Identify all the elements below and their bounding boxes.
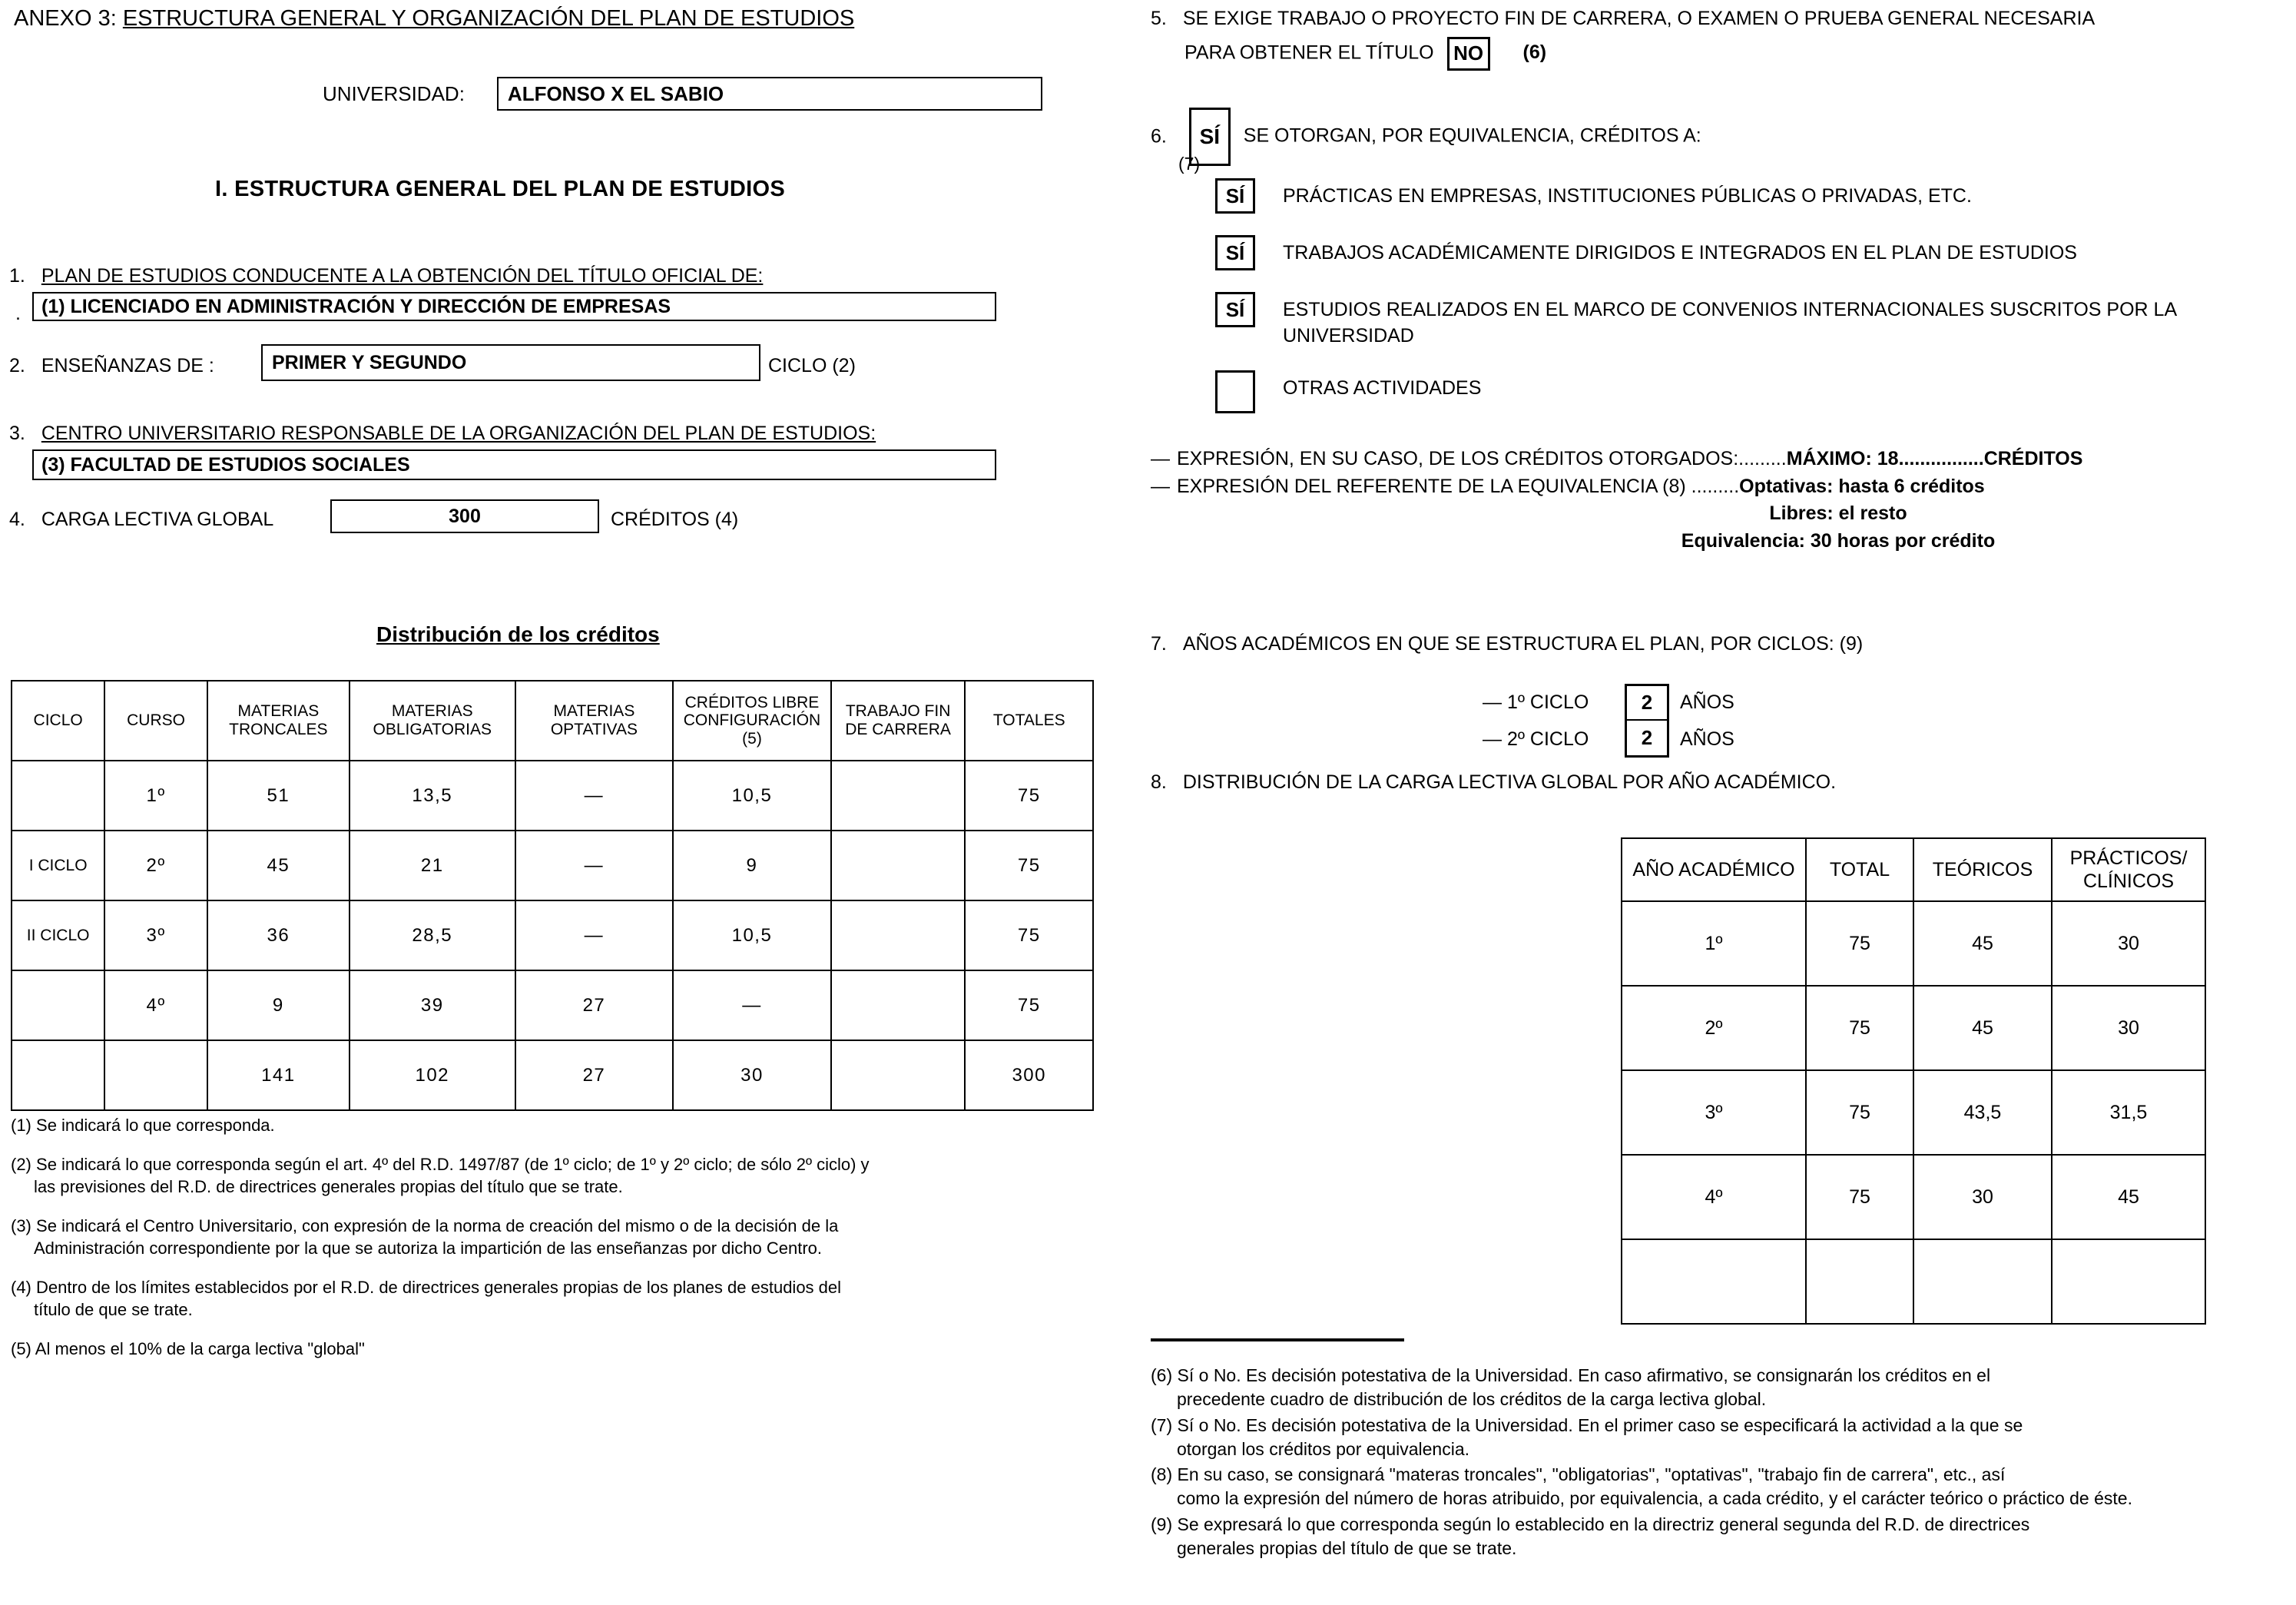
col-libre-configuracion: CRÉDITOS LIBRE CONFIGURACIÓN (5)	[673, 681, 831, 761]
section-title: I. ESTRUCTURA GENERAL DEL PLAN DE ESTUDIOS	[215, 177, 785, 201]
equivalence-label: PRÁCTICAS EN EMPRESAS, INSTITUCIONES PÚBLICAS O PRIVADAS, ETC.	[1283, 185, 1972, 207]
cell-ano: 2º	[1622, 986, 1806, 1070]
cycles-years-group	[1483, 684, 1734, 758]
cycle-2-label: — 2º CICLO	[1483, 728, 1589, 750]
footnote-marker: (8)	[1151, 1464, 1173, 1485]
list-item	[1215, 292, 2291, 349]
cell-teoricos: 30	[1913, 1155, 2052, 1239]
cell-ciclo: I CICLO	[12, 831, 104, 900]
equivalence-checkbox-otras[interactable]	[1215, 370, 1255, 413]
item-7-number: 7.	[1151, 633, 1167, 655]
item-1-bullet: .	[15, 303, 21, 324]
table-row-totals	[12, 1040, 1093, 1110]
cell-ciclo: II CICLO	[12, 900, 104, 970]
col-total: TOTAL	[1806, 838, 1913, 901]
equivalence-checkbox-practicas[interactable]: SÍ	[1215, 178, 1255, 214]
cell-libre: —	[673, 970, 831, 1040]
cell-practicos: 30	[2052, 986, 2205, 1070]
left-column	[0, 0, 1129, 1605]
cell-practicos: 30	[2052, 901, 2205, 986]
table-row	[1622, 901, 2205, 986]
cell-totales: 75	[965, 831, 1093, 900]
table-row	[1622, 986, 2205, 1070]
university-label: UNIVERSIDAD:	[323, 81, 465, 105]
item-5-text-line1: SE EXIGE TRABAJO O PROYECTO FIN DE CARRERA, O EXAMEN O PRUEBA GENERAL NECESARIA	[1182, 8, 2096, 29]
table-row-empty	[1622, 1239, 2205, 1324]
footnote-text: En su caso, se consignará "materas troncales", "obligatorias", "optativas", "trabajo fin de carrera", etc., así	[1177, 1464, 2006, 1485]
cell-curso: 1º	[104, 761, 207, 831]
footnote-marker: (2)	[11, 1155, 31, 1175]
university-value-box[interactable]: ALFONSO X EL SABIO	[497, 77, 1042, 111]
cell-total: 75	[1806, 986, 1913, 1070]
col-optativas: MATERIAS OPTATIVAS	[515, 681, 674, 761]
footnote-marker: (6)	[1151, 1365, 1173, 1385]
footnote-text: Sí o No. Es decisión potestativa de la Universidad. En el primer caso se especificará la actividad a la que se	[1177, 1414, 2023, 1435]
item-5-footnote-ref: (6)	[1522, 41, 1547, 64]
item-2-text: ENSEÑANZAS DE :	[41, 355, 214, 376]
cell-total	[1806, 1239, 1913, 1324]
cell-totales: 75	[965, 900, 1093, 970]
item-1-value-box[interactable]: (1) LICENCIADO EN ADMINISTRACIÓN Y DIRECCIÓN DE EMPRESAS	[32, 292, 996, 321]
footnote-cont: otorgan los créditos por equivalencia.	[1177, 1438, 1470, 1459]
footnote-text: Se indicará lo que corresponda según el art. 4º del R.D. 1497/87 (de 1º ciclo; de 1º y 2º ciclo; de sólo 2º ciclo) y	[36, 1155, 870, 1175]
expression-2-text: EXPRESIÓN DEL REFERENTE DE LA EQUIVALENCIA (8) .........	[1177, 475, 1740, 497]
item-5-value-box[interactable]: NO	[1447, 37, 1490, 71]
item-6-footnote-ref: (7)	[1178, 154, 1201, 174]
cycle-2-unit: AÑOS	[1680, 728, 1734, 750]
footnotes-right	[1151, 1364, 2295, 1562]
cell-optativas: 27	[515, 970, 674, 1040]
item-8	[1151, 768, 1836, 798]
item-4-suffix: CRÉDITOS (4)	[611, 509, 739, 530]
item-3-text: CENTRO UNIVERSITARIO RESPONSABLE DE LA ORGANIZACIÓN DEL PLAN DE ESTUDIOS:	[41, 423, 876, 444]
annex-label: ANEXO 3:	[14, 6, 117, 31]
expression-line-3: Libres: el resto	[1769, 502, 1907, 524]
list-item	[1215, 370, 2291, 413]
cell-tfc	[831, 900, 966, 970]
cell-optativas: —	[515, 900, 674, 970]
cell-ano	[1622, 1239, 1806, 1324]
footnote-text: Al menos el 10% de la carga lectiva "global"	[35, 1339, 365, 1359]
cell-ano: 1º	[1622, 901, 1806, 986]
cell-troncales: 141	[207, 1040, 350, 1110]
item-4-number: 4.	[9, 509, 25, 530]
footnote-marker: (1)	[11, 1116, 31, 1135]
col-ano-academico: AÑO ACADÉMICO	[1622, 838, 1806, 901]
distribution-heading: Distribución de los créditos	[376, 622, 660, 646]
footnote-text: Se indicará lo que corresponda.	[36, 1116, 275, 1135]
cell-practicos: 45	[2052, 1155, 2205, 1239]
col-troncales: MATERIAS TRONCALES	[207, 681, 350, 761]
cell-tfc	[831, 1040, 966, 1110]
expression-line-1	[1151, 446, 2295, 473]
item-5	[1151, 5, 2295, 71]
cell-practicos	[2052, 1239, 2205, 1324]
annex-title	[14, 6, 854, 32]
footnote-cont: título de que se trate.	[34, 1300, 193, 1320]
cycle-1-unit: AÑOS	[1680, 691, 1734, 713]
col-obligatorias: MATERIAS OBLIGATORIAS	[350, 681, 515, 761]
item-1-number: 1.	[9, 265, 25, 287]
cell-teoricos: 45	[1913, 986, 2052, 1070]
footnote	[1151, 1513, 2295, 1561]
cell-total: 75	[1806, 901, 1913, 986]
footnote-cont: como la expresión del número de horas atribuido, por equivalencia, a cada crédito, y el carácter teórico o práctico de éste.	[1177, 1488, 2132, 1509]
footnote	[11, 1276, 1086, 1321]
table-row	[12, 970, 1093, 1040]
right-column	[1145, 0, 2296, 1605]
table-row	[12, 761, 1093, 831]
footnote-cont: Administración correspondiente por la que se autoriza la impartición de las enseñanzas por dicho Centro.	[34, 1239, 823, 1258]
col-practicos-clinicos: PRÁCTICOS/ CLÍNICOS	[2052, 838, 2205, 901]
cell-ano: 4º	[1622, 1155, 1806, 1239]
item-7-text: AÑOS ACADÉMICOS EN QUE SE ESTRUCTURA EL PLAN, POR CICLOS: (9)	[1182, 633, 1864, 655]
item-6-value-box[interactable]: SÍ	[1189, 108, 1231, 166]
cell-libre: 10,5	[673, 761, 831, 831]
item-6-number: 6.	[1151, 125, 1167, 148]
cell-ciclo	[12, 1040, 104, 1110]
university-field-row	[323, 77, 1042, 111]
cell-libre: 9	[673, 831, 831, 900]
footnote	[11, 1153, 1086, 1198]
credits-table-header-row	[12, 681, 1093, 761]
dash-icon: —	[1151, 448, 1170, 469]
cell-obligatorias: 102	[350, 1040, 515, 1110]
annex-title-text: ESTRUCTURA GENERAL Y ORGANIZACIÓN DEL PLAN DE ESTUDIOS	[122, 6, 855, 31]
footnote	[11, 1114, 1086, 1136]
cycle-1-value-box[interactable]: 2	[1625, 684, 1669, 721]
cell-totales: 75	[965, 761, 1093, 831]
cycle-2-value-box[interactable]: 2	[1625, 721, 1669, 758]
footnotes-left	[11, 1114, 1086, 1377]
footnote-text: Dentro de los límites establecidos por el R.D. de directrices generales propias de los planes de estudios del	[36, 1278, 842, 1298]
cell-ano: 3º	[1622, 1070, 1806, 1155]
cell-obligatorias: 39	[350, 970, 515, 1040]
cell-curso: 2º	[104, 831, 207, 900]
cell-curso: 4º	[104, 970, 207, 1040]
cell-teoricos: 45	[1913, 901, 2052, 986]
cell-practicos: 31,5	[2052, 1070, 2205, 1155]
cell-totales: 300	[965, 1040, 1093, 1110]
footnote	[1151, 1463, 2295, 1511]
cell-tfc	[831, 761, 966, 831]
expression-line-2	[1151, 473, 2295, 501]
item-4-value-box[interactable]: 300	[330, 499, 599, 533]
item-5-number: 5.	[1151, 8, 1167, 29]
cell-obligatorias: 13,5	[350, 761, 515, 831]
list-item	[1215, 178, 2291, 214]
footnote-cont: precedente cuadro de distribución de los créditos de la carga lectiva global.	[1177, 1389, 1767, 1410]
cell-libre: 30	[673, 1040, 831, 1110]
expression-2-value: Optativas: hasta 6 créditos	[1739, 475, 1985, 497]
item-3-number: 3.	[9, 423, 25, 444]
cell-total: 75	[1806, 1070, 1913, 1155]
cell-tfc	[831, 831, 966, 900]
item-1	[9, 265, 763, 287]
expression-1-max: MÁXIMO: 18	[1786, 448, 1899, 469]
equivalence-options-list	[1215, 178, 2291, 435]
cell-obligatorias: 21	[350, 831, 515, 900]
item-6-text: SE OTORGAN, POR EQUIVALENCIA, CRÉDITOS A:	[1243, 124, 1701, 147]
list-item	[1215, 235, 2291, 270]
footnote-text: Se indicará el Centro Universitario, con expresión de la norma de creación del mismo o de la decisión de la	[36, 1216, 839, 1236]
cell-obligatorias: 28,5	[350, 900, 515, 970]
footnote-text: Se expresará lo que corresponda según lo establecido en la directriz general segunda del R.D. de directrices	[1177, 1514, 2030, 1534]
footnote	[1151, 1414, 2295, 1462]
academic-year-load-table	[1621, 837, 2206, 1325]
cycle-1-label: — 1º CICLO	[1483, 691, 1589, 713]
item-1-text: PLAN DE ESTUDIOS CONDUCENTE A LA OBTENCIÓN DEL TÍTULO OFICIAL DE:	[41, 265, 764, 287]
item-2	[9, 355, 214, 377]
item-8-text: DISTRIBUCIÓN DE LA CARGA LECTIVA GLOBAL POR AÑO ACADÉMICO.	[1182, 771, 1837, 793]
cell-troncales: 36	[207, 900, 350, 970]
credits-distribution-table	[11, 680, 1094, 1111]
item-6	[1151, 108, 1701, 166]
footnote	[11, 1338, 1086, 1360]
table-row	[1622, 1070, 2205, 1155]
expression-1-suffix: ................CRÉDITOS	[1898, 448, 2083, 469]
col-curso: CURSO	[104, 681, 207, 761]
item-4	[9, 509, 273, 531]
footnote	[11, 1215, 1086, 1259]
cell-optativas: 27	[515, 1040, 674, 1110]
cell-curso	[104, 1040, 207, 1110]
item-2-number: 2.	[9, 355, 25, 376]
col-trabajo-fin-carrera: TRABAJO FIN DE CARRERA	[831, 681, 966, 761]
cell-teoricos: 43,5	[1913, 1070, 2052, 1155]
col-totales: TOTALES	[965, 681, 1093, 761]
years-table-header-row	[1622, 838, 2205, 901]
cell-troncales: 45	[207, 831, 350, 900]
footnote-marker: (9)	[1151, 1514, 1173, 1534]
footnote-marker: (3)	[11, 1216, 31, 1236]
col-teoricos: TEÓRICOS	[1913, 838, 2052, 901]
cell-tfc	[831, 970, 966, 1040]
table-row	[12, 900, 1093, 970]
cell-troncales: 9	[207, 970, 350, 1040]
cell-teoricos	[1913, 1239, 2052, 1324]
item-8-number: 8.	[1151, 771, 1167, 793]
expression-line-4: Equivalencia: 30 horas por crédito	[1681, 529, 1996, 552]
footnote-marker: (5)	[11, 1339, 31, 1359]
equivalence-label: OTRAS ACTIVIDADES	[1283, 377, 1482, 399]
footnote-text: Sí o No. Es decisión potestativa de la Universidad. En caso afirmativo, se consignarán los créditos en el	[1177, 1365, 1991, 1385]
table-row	[12, 831, 1093, 900]
col-ciclo: CICLO	[12, 681, 104, 761]
equivalence-checkbox-trabajos[interactable]: SÍ	[1215, 235, 1255, 270]
cell-libre: 10,5	[673, 900, 831, 970]
cell-ciclo	[12, 970, 104, 1040]
cell-optativas: —	[515, 761, 674, 831]
equivalence-label: ESTUDIOS REALIZADOS EN EL MARCO DE CONVENIOS INTERNACIONALES SUSCRITOS POR LA UNIVERSIDAD	[1283, 299, 2176, 347]
expression-1-text: EXPRESIÓN, EN SU CASO, DE LOS CRÉDITOS OTORGADOS:.........	[1177, 448, 1787, 469]
cell-ciclo	[12, 761, 104, 831]
item-3-value-box[interactable]: (3) FACULTAD DE ESTUDIOS SOCIALES	[32, 449, 996, 480]
item-2-value-box[interactable]: PRIMER Y SEGUNDO	[261, 344, 760, 381]
item-2-suffix: CICLO (2)	[768, 355, 856, 376]
item-3	[9, 423, 876, 445]
cell-total: 75	[1806, 1155, 1913, 1239]
cell-optativas: —	[515, 831, 674, 900]
item-7	[1151, 630, 1863, 659]
item-4-text: CARGA LECTIVA GLOBAL	[41, 509, 274, 530]
table-row	[1622, 1155, 2205, 1239]
cell-totales: 75	[965, 970, 1093, 1040]
cycle-row	[1483, 684, 1734, 721]
cell-curso: 3º	[104, 900, 207, 970]
equivalence-checkbox-convenios[interactable]: SÍ	[1215, 292, 1255, 327]
cycle-row	[1483, 721, 1734, 758]
footnote-divider	[1151, 1338, 1404, 1341]
footnote-marker: (7)	[1151, 1414, 1173, 1435]
footnote-cont: generales propias del título de que se trate.	[1177, 1537, 1517, 1558]
footnote	[1151, 1364, 2295, 1412]
item-5-text-line2: PARA OBTENER EL TÍTULO	[1184, 41, 1434, 64]
dash-icon: —	[1151, 475, 1170, 497]
footnote-cont: las previsiones del R.D. de directrices generales propias del título que se trate.	[34, 1177, 623, 1197]
cell-troncales: 51	[207, 761, 350, 831]
footnote-marker: (4)	[11, 1278, 31, 1298]
equivalence-label: TRABAJOS ACADÉMICAMENTE DIRIGIDOS E INTEGRADOS EN EL PLAN DE ESTUDIOS	[1283, 242, 2077, 264]
expression-lines	[1151, 446, 2295, 555]
